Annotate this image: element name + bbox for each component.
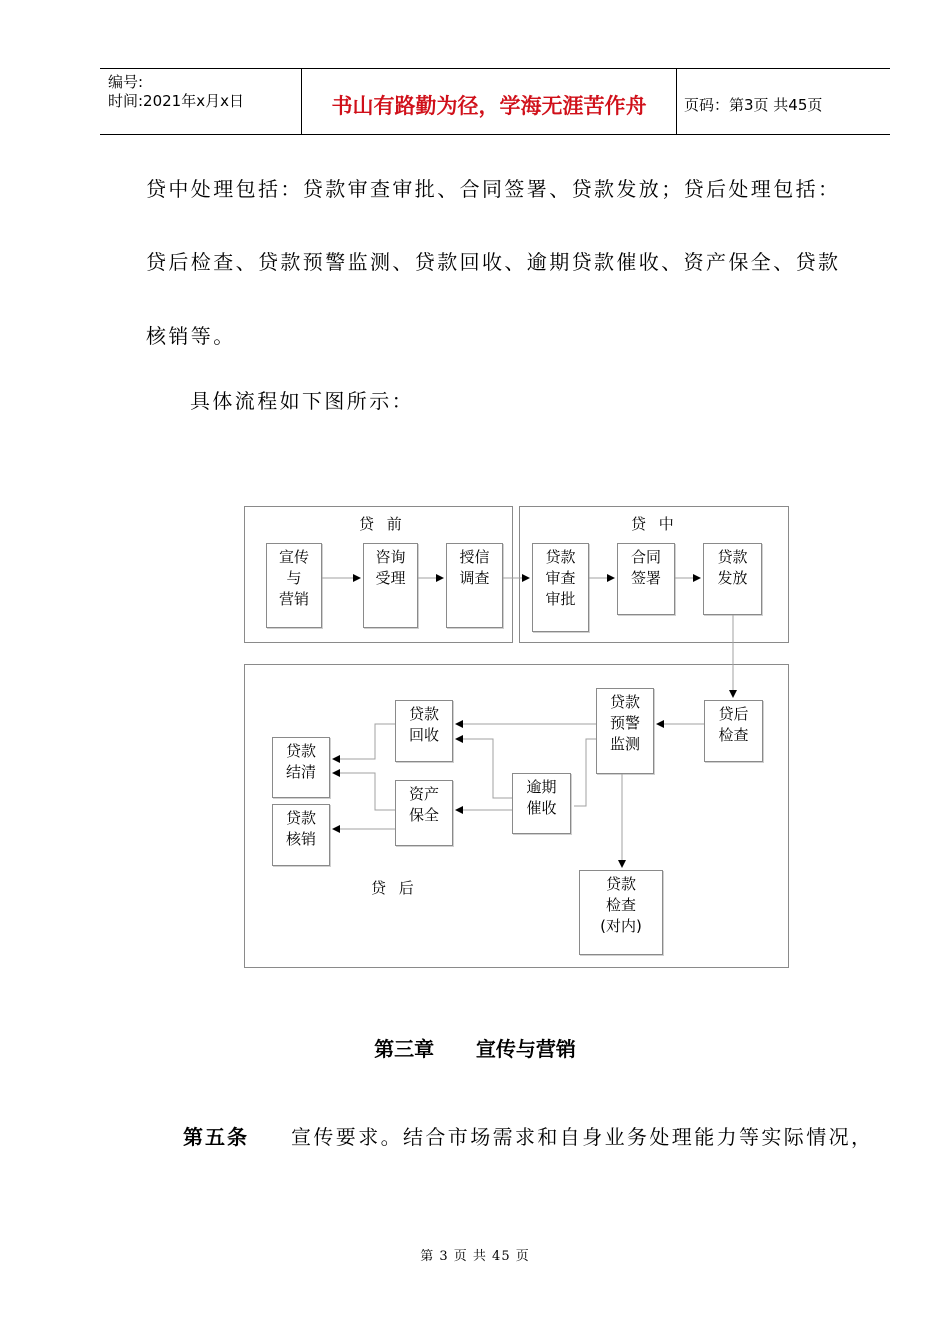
- flow-box-internal-check: 贷款 检查 (对内): [579, 870, 663, 955]
- arrow-recovery-to-settlement: [333, 724, 395, 759]
- stage-title-post: 贷 后: [371, 879, 418, 897]
- flow-box-credit-survey: 授信 调查: [446, 543, 503, 628]
- page-footer: 第 3 页 共 45 页: [420, 1249, 530, 1264]
- stage-title-mid: 贷 中: [631, 515, 678, 533]
- chapter-title: 第三章 宣传与营销: [374, 1037, 576, 1061]
- paragraph-line: 贷中处理包括：贷款审查审批、合同签署、贷款发放；贷后处理包括：: [146, 177, 841, 201]
- flow-box-overdue-collection: 逾期 催收: [512, 773, 571, 834]
- flow-box-post-check: 贷后 检查: [704, 700, 763, 762]
- stage-title-pre: 贷 前: [359, 515, 406, 533]
- flow-box-promotion: 宣传 与 营销: [266, 543, 322, 628]
- article-text: 宣传要求。结合市场需求和自身业务处理能力等实际情况，: [291, 1125, 874, 1149]
- flow-box-review-approval: 贷款 审查 审批: [532, 543, 589, 632]
- paragraph-line: 贷后检查、贷款预警监测、贷款回收、逾期贷款催收、资产保全、贷款: [146, 250, 841, 274]
- header-page-code: 页码：第3页 共45页: [684, 96, 823, 114]
- article-label: 第五条: [183, 1125, 249, 1149]
- flow-box-warning-monitor: 贷款 预警 监测: [596, 688, 654, 774]
- arrow-overdue-to-recovery: [456, 739, 512, 798]
- paragraph-line: 核销等。: [146, 324, 236, 348]
- flow-box-consultation: 咨询 受理: [363, 543, 418, 628]
- flow-box-settlement: 贷款 结清: [272, 737, 330, 798]
- paragraph-line: 具体流程如下图所示：: [190, 389, 414, 413]
- header-time-label: 时间:2021年x月x日: [108, 92, 244, 110]
- flow-box-contract: 合同 签署: [617, 543, 675, 615]
- flow-box-asset-preservation: 资产 保全: [395, 780, 453, 846]
- header-motto: 书山有路勤为径，学海无涯苦作舟: [331, 94, 647, 118]
- arrow-preservation-to-settlement: [333, 773, 395, 810]
- flow-box-recovery: 贷款 回收: [395, 700, 453, 762]
- header-number-label: 编号:: [108, 73, 144, 91]
- flow-box-disbursement: 贷款 发放: [703, 543, 762, 615]
- flow-box-writeoff: 贷款 核销: [272, 804, 330, 866]
- connector-warning-to-overdue: [574, 739, 596, 806]
